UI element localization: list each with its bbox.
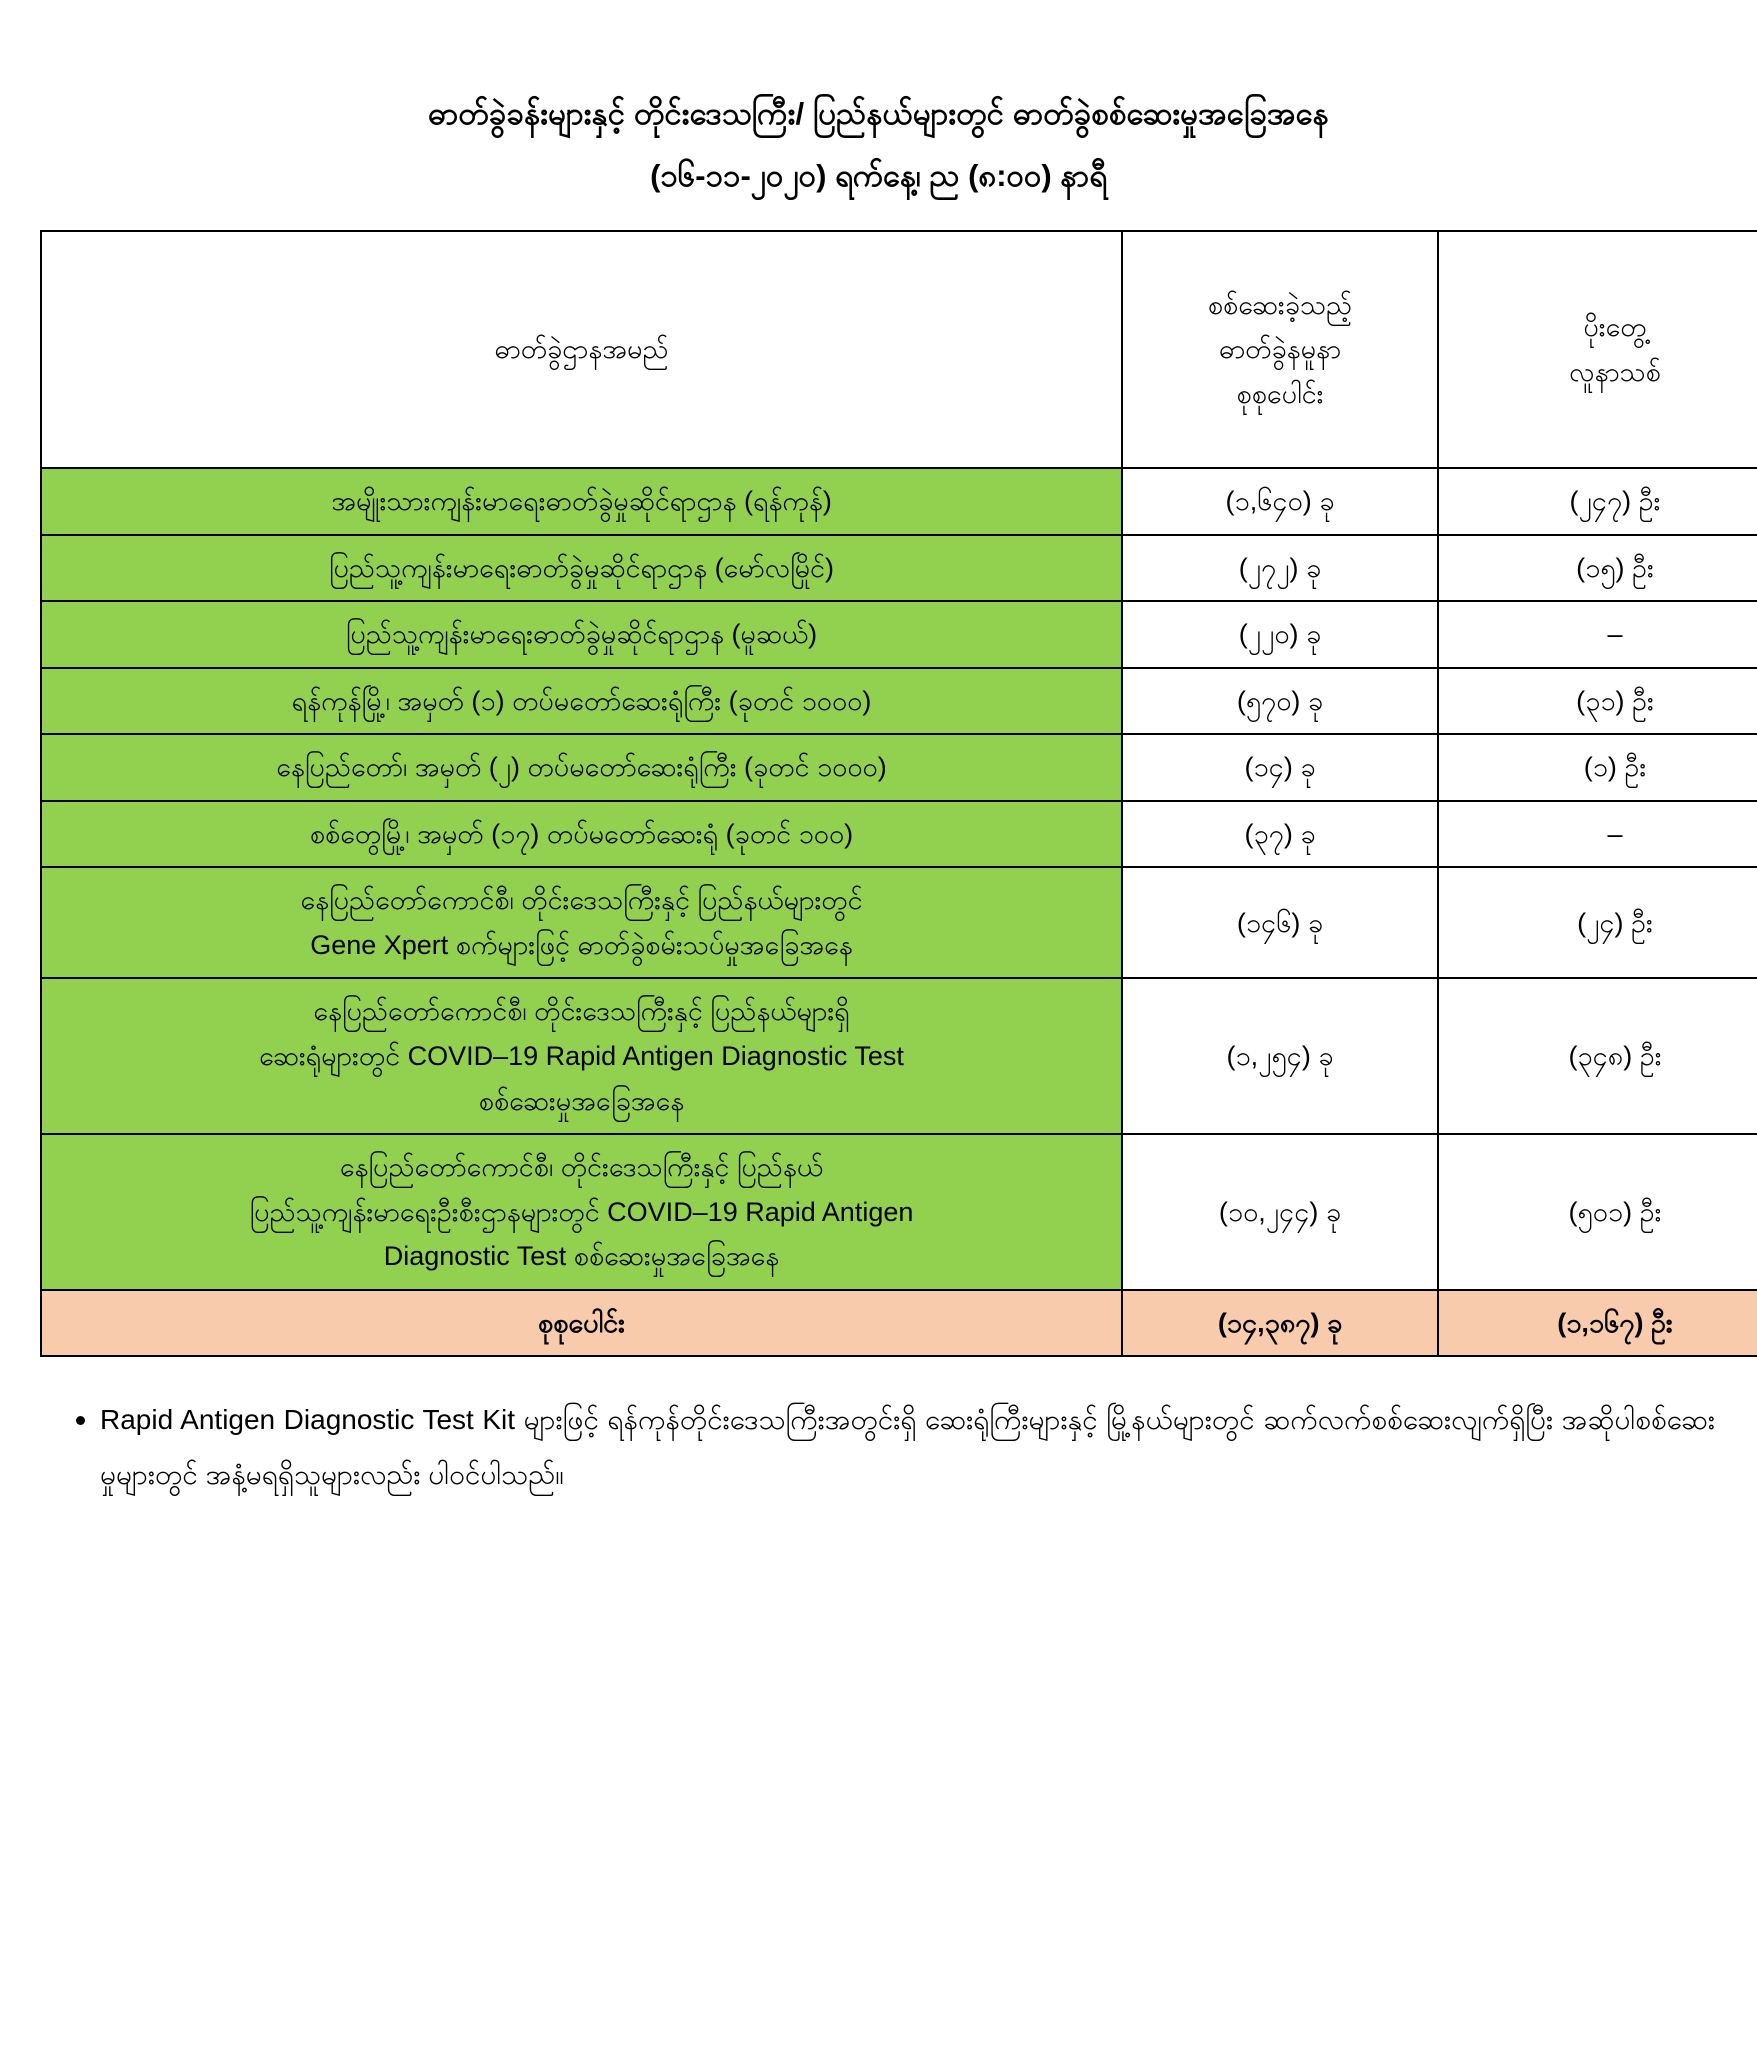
- cell-new-cases-sum: (၁,၁၆၇) ဦး: [1438, 1290, 1757, 1357]
- cell-new-cases: (၃၄၈) ဦး: [1438, 978, 1757, 1134]
- cell-lab-name: [41, 978, 1122, 1134]
- cell-total-samples: (၁၄) ခု: [1122, 734, 1438, 801]
- cell-new-cases: –: [1438, 801, 1757, 868]
- table-body: [41, 468, 1757, 1356]
- cell-lab-name: [41, 601, 1122, 668]
- cell-lab-name: [41, 867, 1122, 978]
- cell-new-cases: (၁) ဦး: [1438, 734, 1757, 801]
- lab-name-line: Diagnostic Test စစ်ဆေးမှုအခြေအနေ: [383, 1241, 780, 1272]
- lab-name-line: နေပြည်တော်ကောင်စီ၊ တိုင်းဒေသကြီးနှင့် ပြည်နယ်များတွင်: [300, 885, 863, 916]
- lab-name-line: စစ်ဆေးမှုအခြေအနေ: [478, 1085, 685, 1116]
- table-row: [41, 535, 1757, 602]
- column-header-total-line1: စစ်ဆေးခဲ့သည့်: [1207, 289, 1353, 320]
- cell-new-cases: (၁၅) ဦး: [1438, 535, 1757, 602]
- column-header-new-line1: ပိုးတွေ့: [1583, 312, 1647, 343]
- cell-lab-name: [41, 668, 1122, 735]
- cell-lab-name: [41, 535, 1122, 602]
- column-header-new-cases: [1438, 231, 1757, 468]
- page-subtitle: (၁၆-၁၁-၂၀၂၀) ရက်နေ့၊ ည (၈:၀၀) နာရီ: [650, 158, 1107, 194]
- column-header-total-line2: ဓာတ်ခွဲနမူနာ: [1218, 334, 1342, 365]
- table-row: [41, 734, 1757, 801]
- lab-name-line: ပြည်သူ့ကျန်းမာရေးဓာတ်ခွဲမှုဆိုင်ရာဌာန (မော်လမြိုင်): [328, 552, 835, 583]
- column-header-new-line2: လူနာသစ်: [1569, 356, 1661, 387]
- lab-name-line: ရန်ကုန်မြို့၊ အမှတ် (၁) တပ်မတော်ဆေးရုံကြီး (ခုတင် ၁၀၀၀): [291, 685, 872, 716]
- table-row: [41, 468, 1757, 535]
- lab-name-line: ပြည်သူ့ကျန်းမာရေးဓာတ်ခွဲမှုဆိုင်ရာဌာန (မူဆယ်): [345, 619, 818, 650]
- lab-name-line: နေပြည်တော်ကောင်စီ၊ တိုင်းဒေသကြီးနှင့် ပြည်နယ်များရှိ: [313, 996, 850, 1027]
- table-row: [41, 1134, 1757, 1290]
- cell-new-cases: (၂၄၇) ဦး: [1438, 468, 1757, 535]
- lab-name-line: စစ်တွေမြို့၊ အမှတ် (၁၇) တပ်မတော်ဆေးရုံ (ခုတင် ၁၀၀): [309, 818, 854, 849]
- column-header-total-line3: စုစုပေါင်း: [1236, 378, 1324, 409]
- lab-name-line: နေပြည်တော်၊ အမှတ် (၂) တပ်မတော်ဆေးရုံကြီး (ခုတင် ၁၀၀၀): [276, 752, 887, 783]
- cell-new-cases: (၃၁) ဦး: [1438, 668, 1757, 735]
- cell-total-samples: (၁,၂၅၄) ခု: [1122, 978, 1438, 1134]
- table-row: [41, 668, 1757, 735]
- table-row: [41, 801, 1757, 868]
- cell-total-samples: (၁၀,၂၄၄) ခု: [1122, 1134, 1438, 1290]
- cell-total-samples: (၁၄၆) ခု: [1122, 867, 1438, 978]
- lab-testing-table: [40, 230, 1757, 1357]
- table-row: [41, 601, 1757, 668]
- cell-new-cases: (၂၄) ဦး: [1438, 867, 1757, 978]
- table-row: [41, 867, 1757, 978]
- cell-total-samples: (၃၇) ခု: [1122, 801, 1438, 868]
- lab-name-line: Gene Xpert စက်များဖြင့် ဓာတ်ခွဲစမ်းသပ်မှုအခြေအနေ: [310, 929, 853, 960]
- lab-name-line: နေပြည်တော်ကောင်စီ၊ တိုင်းဒေသကြီးနှင့် ပြည်နယ်: [339, 1152, 824, 1183]
- cell-total-samples: (၂၇၂) ခု: [1122, 535, 1438, 602]
- table-row: [41, 978, 1757, 1134]
- cell-total-samples: (၅၇၀) ခု: [1122, 668, 1438, 735]
- footnote-item: • Rapid Antigen Diagnostic Test Kit များဖြင့် ရန်ကုန်တိုင်းဒေသကြီးအတွင်းရှိ ဆေးရုံကြီးများနှင့် မြို့နယ်များတွင် ဆက်လက်စစ်ဆေးလျက်ရှိပြီး အဆိုပါစစ်ဆေးမှုများတွင် အနံ့မရရှိသူများလည်း ပါဝင်ပါသည်။: [100, 1391, 1715, 1502]
- lab-name-line: အမျိုးသားကျန်းမာရေးဓာတ်ခွဲမှုဆိုင်ရာဌာန (ရန်ကုန်): [331, 486, 832, 517]
- cell-total-samples-sum: (၁၄,၃၈၇) ခု: [1122, 1290, 1438, 1357]
- cell-lab-name: [41, 734, 1122, 801]
- lab-name-line: ပြည်သူ့ကျန်းမာရေးဦးစီးဌာနများတွင် COVID–19 Rapid Antigen: [249, 1196, 914, 1227]
- cell-lab-name: [41, 1134, 1122, 1290]
- cell-lab-name: [41, 801, 1122, 868]
- cell-total-samples: (၂၂၀) ခု: [1122, 601, 1438, 668]
- footnotes: [42, 1391, 1715, 1502]
- cell-new-cases: (၅၀၁) ဦး: [1438, 1134, 1757, 1290]
- cell-total-samples: (၁,၆၄၀) ခု: [1122, 468, 1438, 535]
- table-header: [41, 231, 1757, 468]
- table-header-row: [41, 231, 1757, 468]
- page-title: ဓာတ်ခွဲခန်းများနှင့် တိုင်းဒေသကြီး/ ပြည်နယ်များတွင် ဓာတ်ခွဲစစ်ဆေးမှုအခြေအနေ: [428, 96, 1329, 131]
- lab-name-line: ဆေးရုံများတွင် COVID–19 Rapid Antigen Diagnostic Test: [259, 1041, 904, 1072]
- cell-lab-name: [41, 468, 1122, 535]
- cell-new-cases: –: [1438, 601, 1757, 668]
- cell-total-label: စုစုပေါင်း: [41, 1290, 1122, 1357]
- column-header-total-samples: [1122, 231, 1438, 468]
- table-total-row: [41, 1290, 1757, 1357]
- column-header-lab-name: ဓာတ်ခွဲဌာနအမည်: [41, 231, 1122, 468]
